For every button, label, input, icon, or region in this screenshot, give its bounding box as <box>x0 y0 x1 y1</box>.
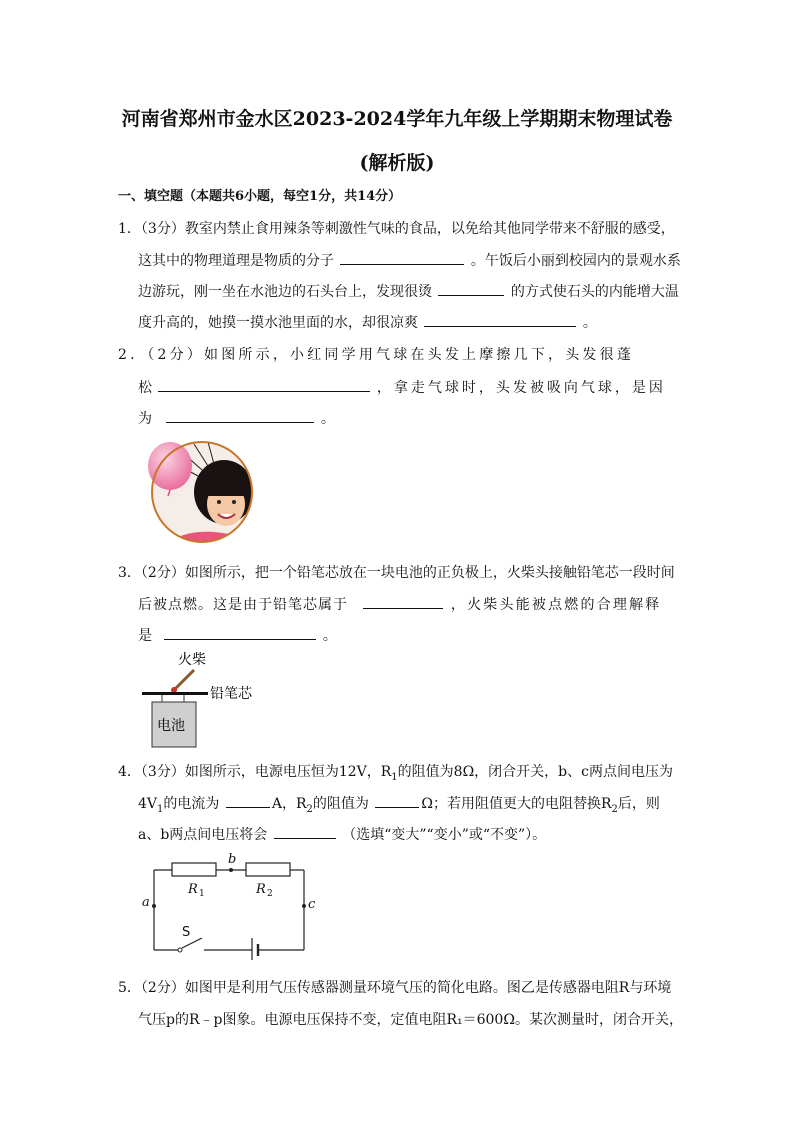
q2-text-3b: 。 <box>320 411 335 427</box>
q1-text-3a: 边游玩，刚一坐在水池边的石头台上，发现很烫 <box>138 284 432 300</box>
battery-label: 电池 <box>157 718 185 734</box>
r2-label: R <box>256 882 266 897</box>
q4-blank-3[interactable] <box>274 824 336 839</box>
paper-title-line2: (解析版) <box>359 152 435 174</box>
q2-text-3a: 为 <box>138 411 152 427</box>
q4-text-1a: 4．（3分）如图所示，电源电压恒为12V，R <box>118 764 392 780</box>
q4-text-2a: 4V <box>138 796 158 812</box>
battery-pencil-figure <box>140 648 270 752</box>
q4-text-2g: Ω；若用阻值更大的电阻替换R <box>421 796 612 812</box>
r2-sub: 2 <box>267 889 273 899</box>
node-b-label: b <box>228 852 237 867</box>
q1-text-3b: 的方式使石头的内能增大温 <box>510 284 679 300</box>
q4-sub-1: 1 <box>391 771 398 783</box>
q4-blank-2[interactable] <box>375 793 419 808</box>
match-stick <box>174 670 194 690</box>
q4-text-2f: 的阻值为 <box>312 796 369 812</box>
section-heading: 一、填空题（本题共6小题，每空1分，共14分） <box>118 189 402 204</box>
node-a-label: a <box>142 895 150 910</box>
q1-text-2a: 这其中的物理道理是物质的分子 <box>138 253 334 269</box>
q3-text-3b: 。 <box>322 628 337 644</box>
q4-sub-3: 2 <box>306 803 313 815</box>
q4-sub-2: 1 <box>157 803 164 815</box>
q1-blank-1[interactable] <box>340 250 464 265</box>
q1-line4 <box>138 312 597 332</box>
q2-line2 <box>138 377 666 397</box>
q4-text-1c: 的阻值为8Ω，闭合开关，b、c两点间电压为 <box>397 764 673 780</box>
q1-text-4a: 度升高的，她摸一摸水池里面的水，却很凉爽 <box>138 315 418 331</box>
q1-line1: 1．（3分）教室内禁止食用辣条等刺激性气味的食品，以免给其他同学带来不舒服的感受， <box>118 221 675 237</box>
resistor-r2 <box>246 863 290 876</box>
q4-text-3a: a、b两点间电压将会 <box>138 827 268 843</box>
q2-blank-2[interactable] <box>166 408 314 423</box>
q3-line1: 3．（2分）如图所示，把一个铅笔芯放在一块电池的正负极上，火柴头接触铅笔芯一段时间 <box>118 565 675 581</box>
q5-line1: 5．（2分）如图甲是利用气压传感器测量环境气压的简化电路。图乙是传感器电阻R与环境 <box>118 980 672 996</box>
q2-line1: 2．（2分）如图所示，小红同学用气球在头发上摩擦几下，头发很蓬 <box>118 347 635 363</box>
q1-line3 <box>138 281 679 301</box>
q1-line2 <box>138 250 681 270</box>
q1-text-4b: 。 <box>582 315 597 331</box>
q4-text-2c: 的电流为 <box>163 796 220 812</box>
q4-text-3b: （选填“变大”“变小”或“不变”）。 <box>342 827 547 843</box>
circuit-figure <box>140 850 320 960</box>
q4-sub-4: 2 <box>611 803 618 815</box>
paper-title-line1: 河南省郑州市金水区2023-2024学年九年级上学期期末物理试卷 <box>121 108 673 130</box>
resistor-r1 <box>172 863 216 876</box>
q3-text-3a: 是 <box>138 628 152 644</box>
q4-line3 <box>138 824 546 844</box>
r1-sub: 1 <box>199 889 205 899</box>
q3-text-2b: ，火柴头能被点燃的合理解释 <box>450 597 662 613</box>
balloon-shape <box>148 442 192 490</box>
q2-text-2b: ，拿走气球时，头发被吸向气球，是因 <box>376 380 666 396</box>
q2-text-2a: 松 <box>138 380 152 396</box>
pencil-lead <box>142 692 208 695</box>
q3-blank-1[interactable] <box>363 594 443 609</box>
q4-text-2d: A，R <box>271 796 307 812</box>
q2-line3 <box>138 408 335 428</box>
q4-blank-1[interactable] <box>226 793 270 808</box>
balloon-girl-figure <box>142 440 262 546</box>
q3-text-2a: 后被点燃。这是由于铅笔芯属于 <box>138 597 348 613</box>
q4-line1 <box>118 761 673 783</box>
q3-line3 <box>138 625 337 645</box>
r1-label: R <box>188 882 198 897</box>
pencil-lead-label: 铅笔芯 <box>210 686 252 702</box>
q1-text-2b: 。午饭后小丽到校园内的景观水系 <box>470 253 681 269</box>
q2-blank-1[interactable] <box>158 377 370 392</box>
match-label: 火柴 <box>178 652 206 668</box>
q1-blank-2[interactable] <box>438 281 504 296</box>
q1-blank-3[interactable] <box>424 312 576 327</box>
q4-text-2i: 后，则 <box>617 796 660 812</box>
q3-line2 <box>138 594 662 614</box>
q5-line2: 气压p的R﹣p图象。电源电压保持不变，定值电阻R₁＝600Ω。某次测量时，闭合开关， <box>138 1012 683 1028</box>
node-c-label: c <box>308 897 316 912</box>
q4-line2 <box>138 793 660 815</box>
switch-label: S <box>182 925 191 940</box>
q3-blank-2[interactable] <box>164 625 316 640</box>
